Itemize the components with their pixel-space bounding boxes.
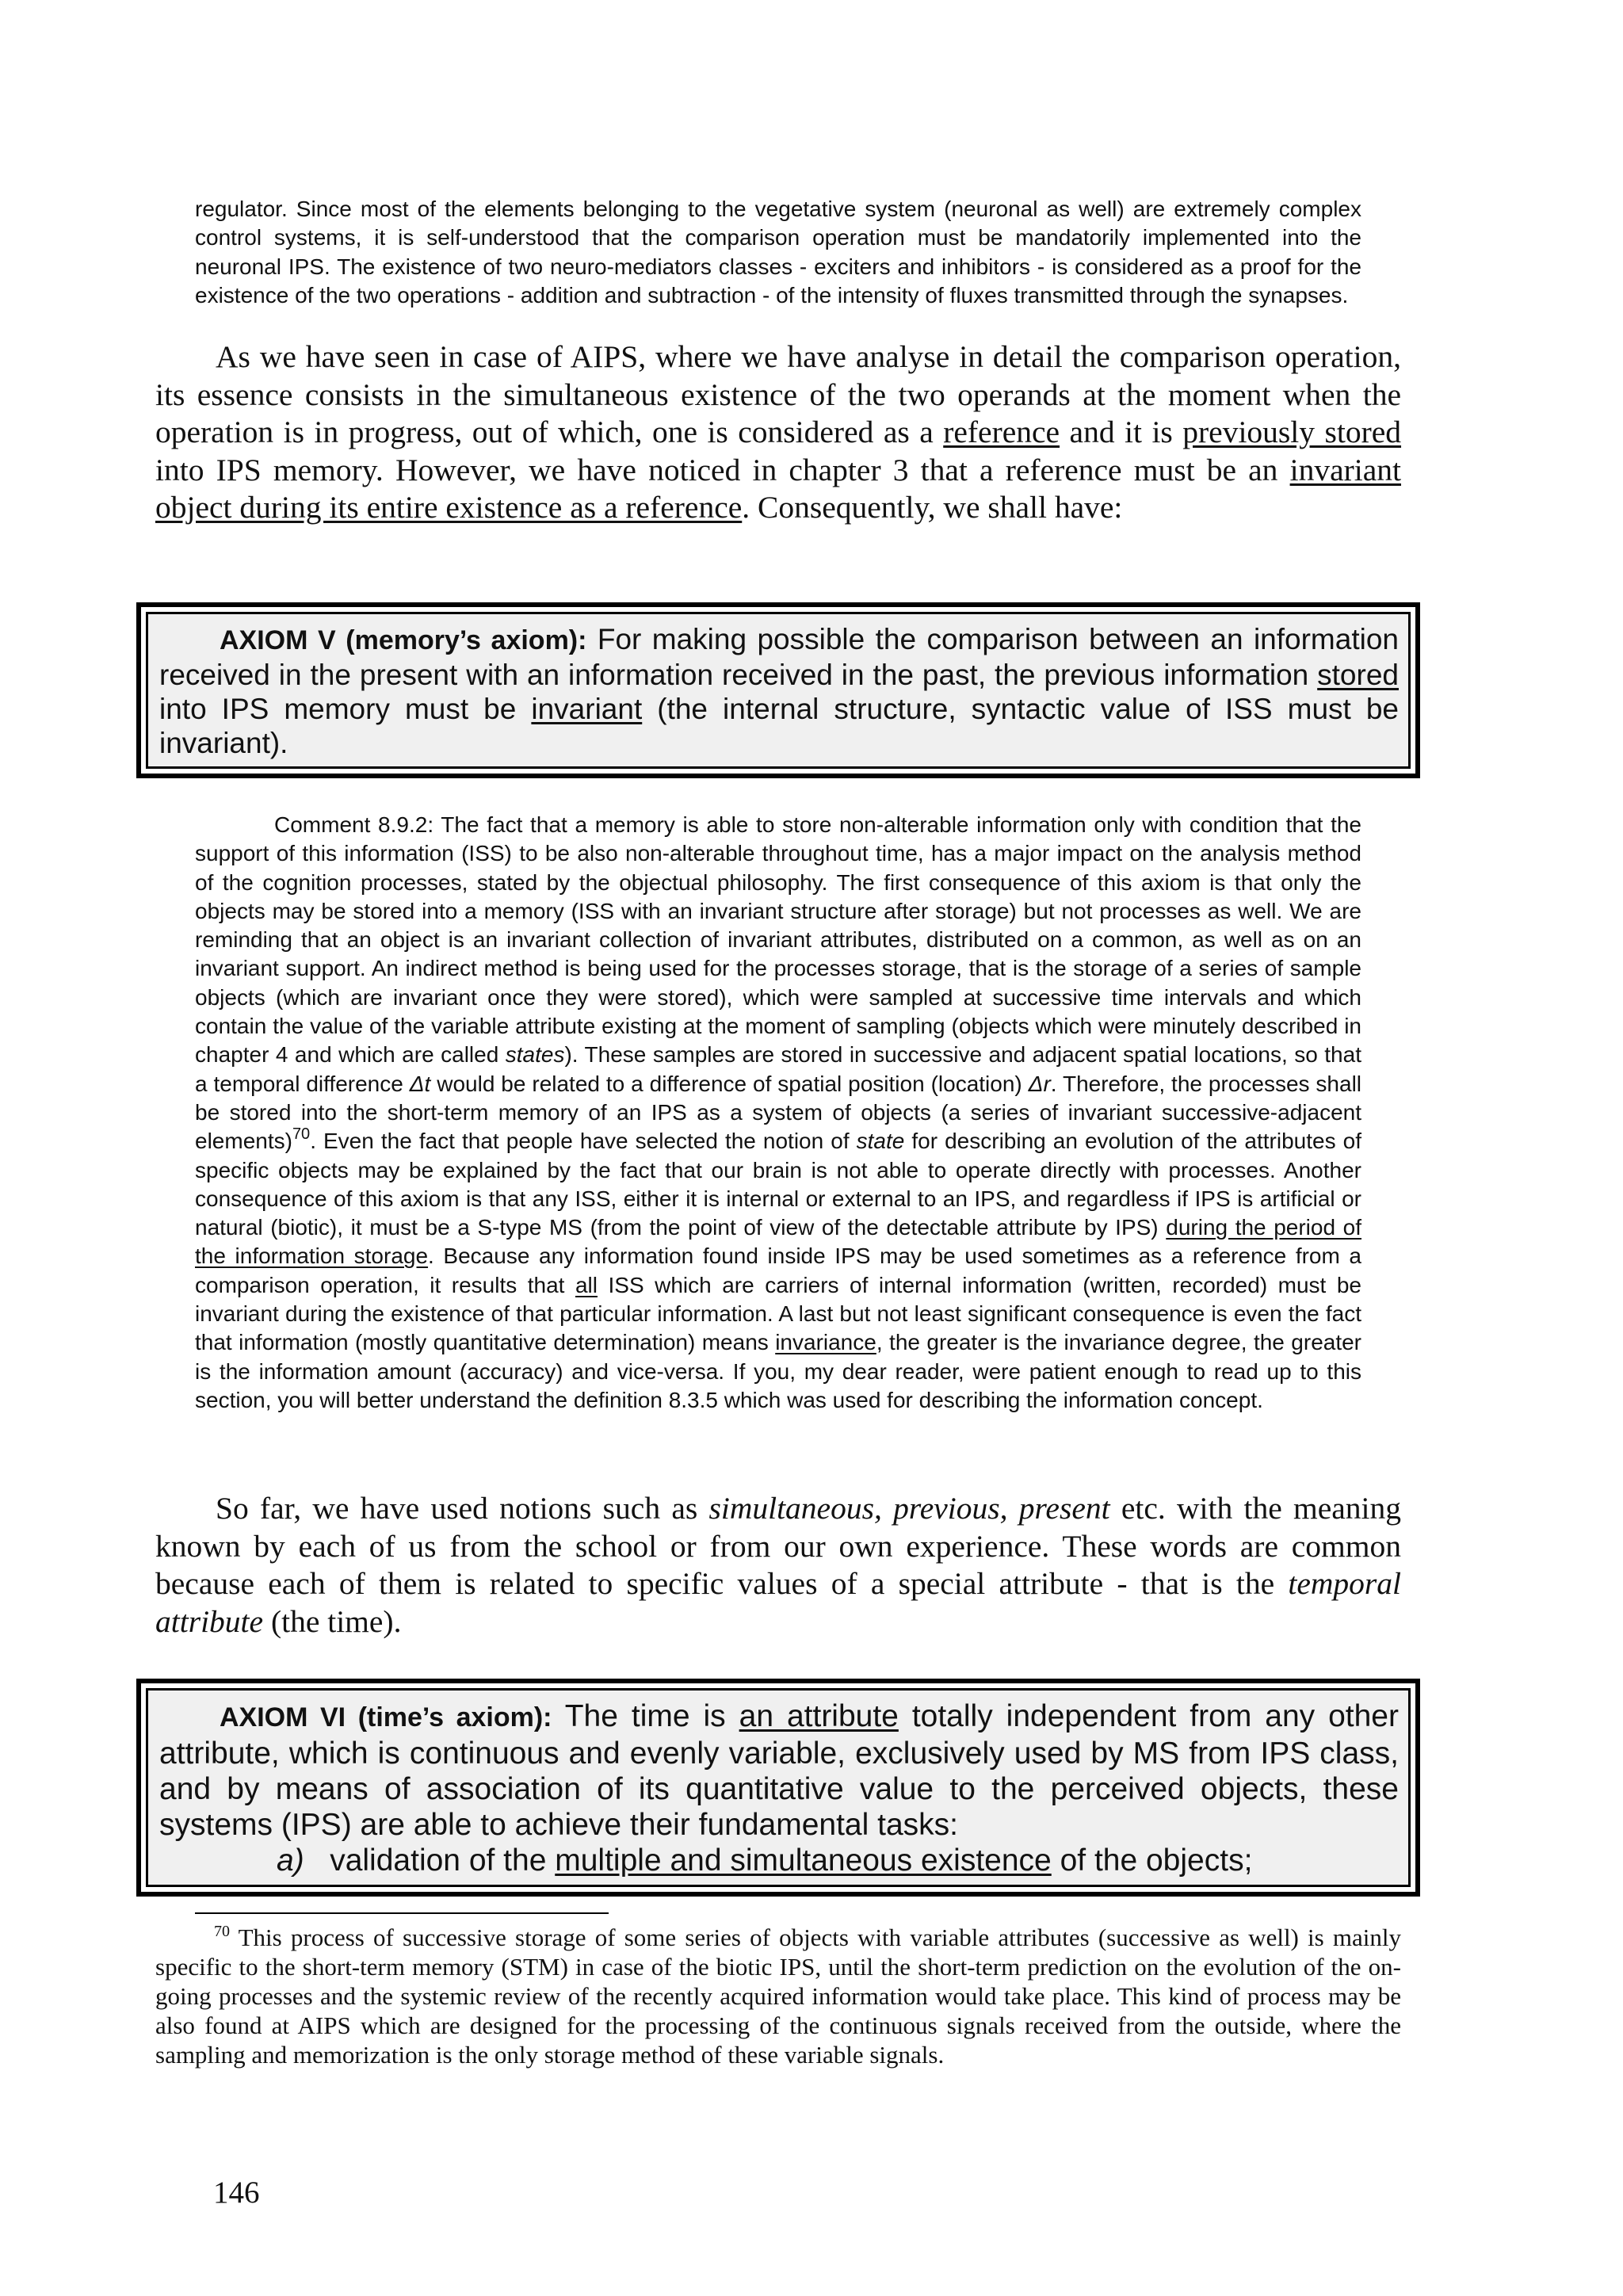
text-run: of the objects; — [1051, 1843, 1253, 1878]
text-run: ISS which are carriers of internal information (written, recorded) must be invariant during the existence of that particular information. A last but not least significant consequence is even the fact that information (mostly quantitative determination) means — [195, 1272, 1361, 1355]
text-run: . Therefore, the processes shall be stored into the short-term memory of an IPS as a system of objects (a series of invariant successive-adjacent elements) — [195, 1071, 1362, 1154]
text-run: So far, we have used notions such as — [216, 1491, 709, 1526]
text-run: (the time). — [263, 1603, 402, 1639]
text-run: ). These samples are stored in successive and adjacent spatial locations, so that a temporal difference — [195, 1042, 1361, 1096]
underlined-invariance: invariance — [775, 1330, 876, 1355]
italic-states: states — [505, 1042, 565, 1068]
footnote-70 — [155, 1923, 1401, 2069]
italic-notions: simultaneous, previous, present — [708, 1491, 1110, 1526]
text-run: This process of successive storage of some series of objects with variable attributes (successive as well) is mainly specific to the short-term memory (STM) in case of the biotic IPS, until the short-term prediction on the evolution of the on-going processes and the systemic review of the recently acquired information would take place. This kind of process may be also found at AIPS which are designed for the processing of the continuous signals received from the outside, where the sampling and memorization is the only storage method of these variable signals. — [155, 1924, 1401, 2069]
italic-delta-t: Δt — [409, 1071, 431, 1096]
underlined-stored: stored — [1317, 659, 1399, 691]
axiom-vi-box — [136, 1679, 1420, 1897]
footnote-number: 70 — [214, 1923, 230, 1940]
axiom-v-text — [159, 622, 1399, 760]
footnote-separator — [195, 1912, 609, 1914]
text-run: . Even the fact that people have selected the notion of — [310, 1129, 857, 1154]
text-run: (the internal structure, syntactic value of ISS must be invariant). — [159, 693, 1399, 759]
axiom-vi-text — [159, 1698, 1399, 1843]
text-run: The time is — [552, 1699, 739, 1733]
paragraph-comparison — [155, 338, 1401, 527]
underlined-an-attribute: an attribute — [739, 1699, 899, 1733]
comment-8-9-2 — [195, 811, 1361, 1415]
axiom-vi-title: AXIOM VI (time’s axiom): — [220, 1702, 552, 1733]
paragraph-time-notions — [155, 1490, 1401, 1641]
text-run: totally independent from any other attribute, which is continuous and evenly variable, exclusively used by MS from IPS class, and by means of association of its quantitative value to the perceived objects, these systems (IPS) are able to achieve their fundamental tasks: — [159, 1699, 1399, 1842]
axiom-vi-item-a — [159, 1843, 1399, 1878]
text-run: For making possible the comparison between an information received in the present with an information received in the past, the previous information — [159, 623, 1399, 691]
intro-small-text — [195, 195, 1361, 310]
text-run: . Consequently, we shall have: — [742, 490, 1123, 525]
underlined-reference: reference — [943, 415, 1060, 449]
footnote-text — [155, 1923, 1401, 2069]
axiom-v-box — [136, 602, 1420, 778]
text-run: . Because any information found inside IPS may be used sometimes as a reference from a comparison operation, it results that — [195, 1244, 1362, 1297]
text-run: Comment 8.9.2: The fact that a memory is able to store non-alterable information only with condition that the support of this information (ISS) to be also non-alterable throughout time, has a major impact on the analysis method of the cognition processes, stated by the objectual philosophy. The first consequence of this axiom is that only the objects may be stored into a memory (ISS with an invariant structure after storage) but not processes as well. We are reminding that an object is an invariant collection of invariant attributes, distributed on a common, as well as on an invariant support. An indirect method is being used for the processes storage, that is the storage of a series of sample objects (which are invariant once they were stored), which were sampled at successive time intervals and which contain the value of the variable attribute existing at the moment of sampling (objects which were minutely described in chapter 4 and which are called — [195, 812, 1361, 1068]
comment-paragraph — [195, 811, 1361, 1415]
italic-state: state — [856, 1129, 905, 1154]
text-run: validation of the — [330, 1843, 556, 1878]
underlined-invariant-object: invariant object during its entire existence as a reference — [155, 452, 1401, 525]
footnote-reference[interactable]: 70 — [292, 1125, 311, 1144]
list-label-a: a) — [277, 1843, 304, 1878]
axiom-vi-content — [146, 1688, 1411, 1887]
intro-paragraph: regulator. Since most of the elements belonging to the vegetative system (neuronal as well) are extremely complex control systems, it is self-understood that the comparison operation must be mandatorily implemented into the neuronal IPS. The existence of two neuro-mediators classes - exciters and inhibitors - is considered as a proof for the existence of the two operations - addition and subtraction - of the intensity of fluxes transmitted through the synapses. — [195, 197, 1361, 308]
underlined-all: all — [575, 1272, 598, 1297]
underlined-storage-period: during the period of the information storage — [195, 1215, 1362, 1269]
underlined-previously-stored: previously stored — [1182, 415, 1402, 449]
main-paragraph-1 — [155, 338, 1401, 527]
underlined-invariant: invariant — [531, 693, 643, 725]
italic-temporal-attribute: temporal attribute — [155, 1566, 1401, 1639]
underlined-multiple-existence: multiple and simultaneous existence — [555, 1843, 1052, 1878]
text-run: As we have seen in case of AIPS, where we have analyse in detail the comparison operation, its essence consists in the simultaneous existence of the two operands at the moment when the operation is in progress, out of which, one is considered as a — [155, 339, 1401, 449]
axiom-v-title: AXIOM V (memory’s axiom): — [220, 625, 587, 655]
italic-delta-r: Δr — [1028, 1071, 1051, 1096]
main-paragraph-2 — [155, 1490, 1401, 1641]
text-run: would be related to a difference of spatial position (location) — [430, 1071, 1029, 1096]
page-number: 146 — [213, 2176, 260, 2210]
axiom-v-content — [146, 612, 1411, 769]
text-run: and it is — [1060, 415, 1183, 449]
text-run: into IPS memory must be — [159, 693, 532, 725]
text-run: etc. with the meaning known by each of us from the school or from our own experience. These words are common because each of them is related to specific values of a special attribute - that is the — [155, 1491, 1401, 1601]
text-run: , the greater is the invariance degree, the greater is the information amount (accuracy) and vice-versa. If you, my dear reader, were patient enough to read up to this section, you will better understand the definition 8.3.5 which was used for describing the information concept. — [195, 1330, 1362, 1412]
text-run: into IPS memory. However, we have noticed in chapter 3 that a reference must be an — [155, 452, 1290, 487]
text-run: for describing an evolution of the attributes of specific objects may be explained by the fact that our brain is not able to operate directly with processes. Another consequence of this axiom is that any ISS, either it is internal or external to an IPS, and regardless if IPS is artificial or natural (biotic), it must be a S-type MS (from the point of view of the detectable attribute by IPS) — [195, 1129, 1361, 1240]
